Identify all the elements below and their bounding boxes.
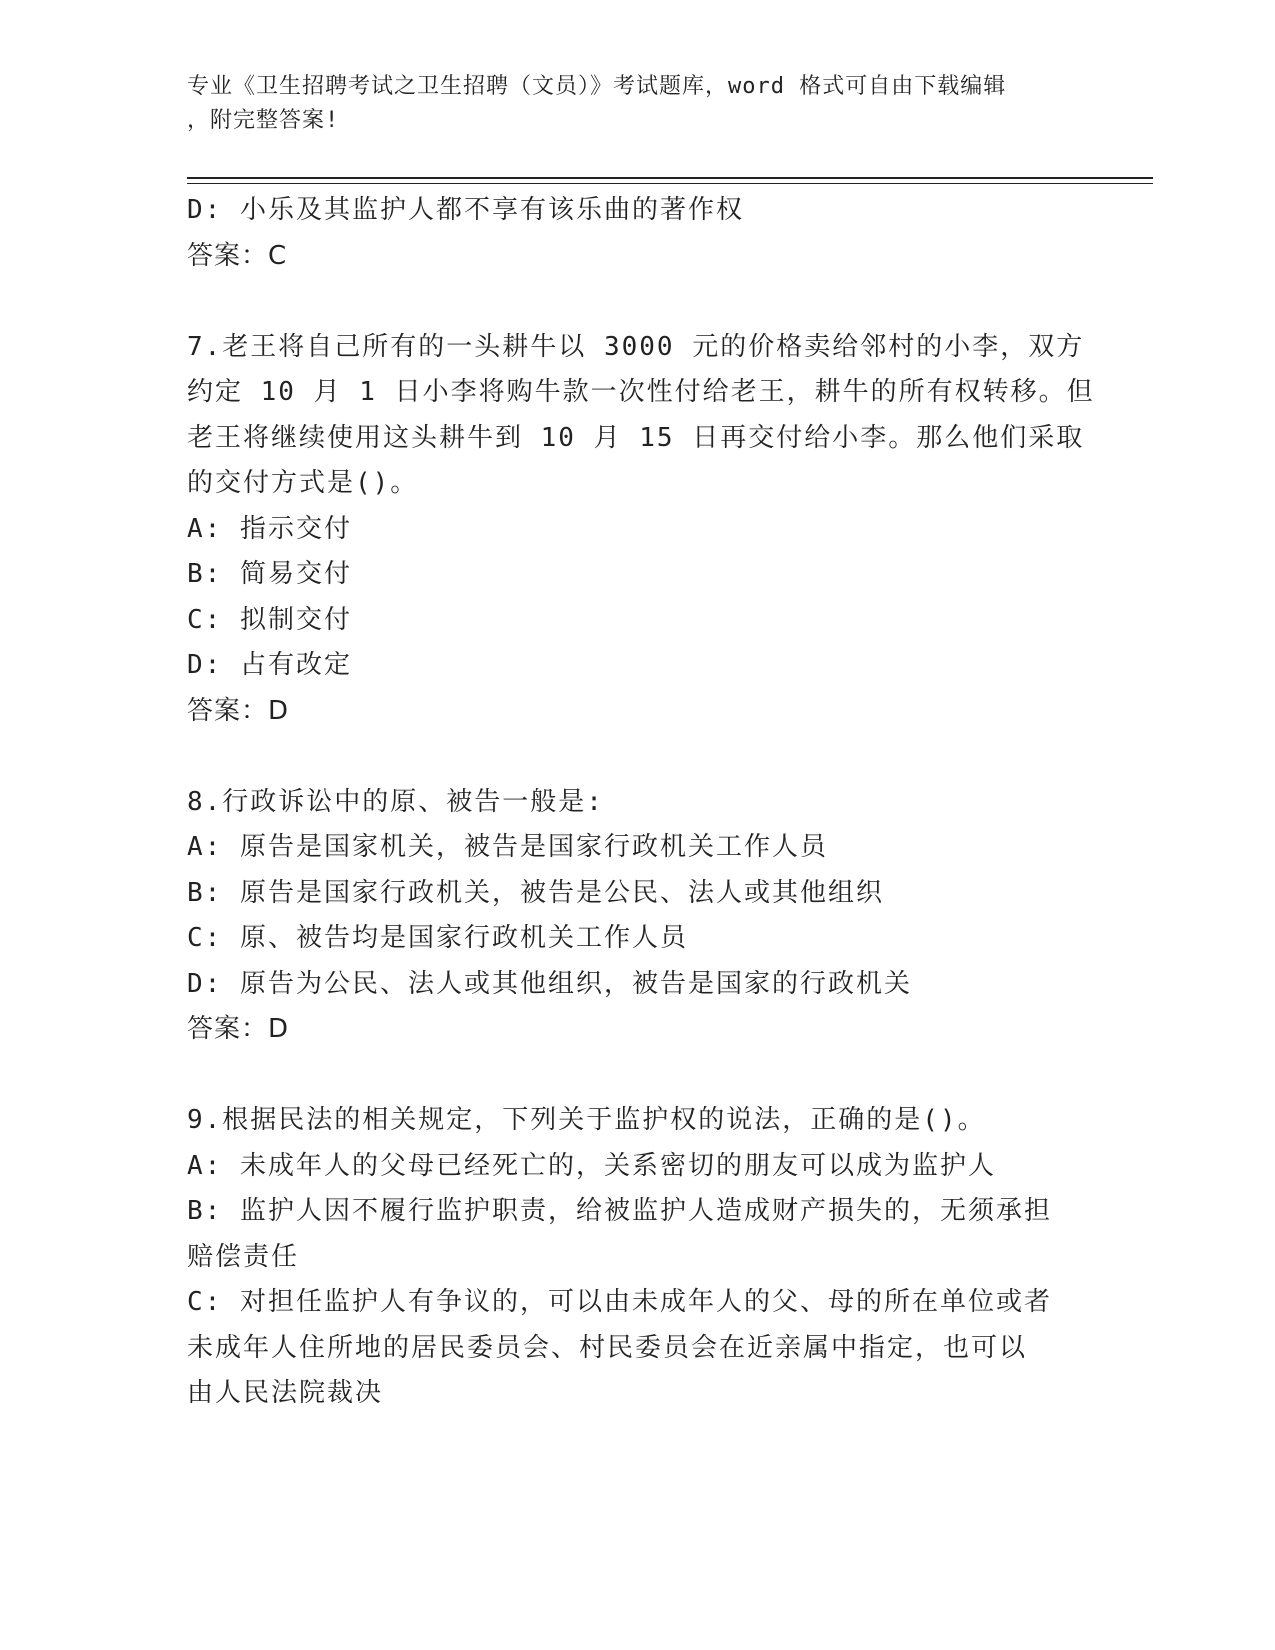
document-header (187, 70, 1067, 138)
question-8 (187, 780, 1067, 1053)
header-line-2: ，附完整答案! (187, 108, 340, 133)
option-d: D: 原告为公民、法人或其他组织，被告是国家的行政机关 (187, 968, 912, 999)
header-line-1: 专业《卫生招聘考试之卫生招聘（文员）》考试题库，word 格式可自由下载编辑 (187, 74, 1007, 99)
question-content (187, 188, 1095, 1417)
header-divider-thick (187, 177, 1153, 179)
option-c: C: 对担任监护人有争议的，可以由未成年人的父、母的所在单位或者 (187, 1287, 1052, 1317)
option-b: B: 原告是国家行政机关，被告是公民、法人或其他组织 (187, 877, 884, 908)
question-7 (187, 325, 1095, 735)
question-text-line: 老王将继续使用这头耕牛到 10 月 15 日再交付给小李。那么他们采取 (187, 422, 1085, 453)
option-a: A: 未成年人的父母已经死亡的，关系密切的朋友可以成为监护人 (187, 1150, 996, 1181)
question-text-line: 7.老王将自己所有的一头耕牛以 3000 元的价格卖给邻村的小李，双方 (187, 331, 1085, 362)
question-text-line: 8.行政诉讼中的原、被告一般是: (187, 786, 604, 817)
spacer (187, 1053, 1067, 1099)
question-9 (187, 1098, 1067, 1417)
question-text-line: 的交付方式是()。 (187, 468, 419, 498)
option-b-continued: 赔偿责任 (187, 1241, 300, 1272)
question-text-line: 9.根据民法的相关规定，下列关于监护权的说法，正确的是()。 (187, 1105, 986, 1135)
question-text-line: 约定 10 月 1 日小李将购牛款一次性付给老王，耕牛的所有权转移。但 (187, 377, 1095, 407)
option-c: C: 拟制交付 (187, 604, 352, 635)
option-b: B: 简易交付 (187, 559, 352, 589)
answer-line: 答案：C (187, 240, 288, 271)
option-c-continued: 未成年人住所地的居民委员会、村民委员会在近亲属中指定，也可以 (187, 1332, 1028, 1363)
answer-line: 答案：D (187, 1014, 290, 1044)
option-b: B: 监护人因不履行监护职责，给被监护人造成财产损失的，无须承担 (187, 1196, 1052, 1226)
option-c: C: 原、被告均是国家行政机关工作人员 (187, 923, 688, 953)
answer-line: 答案：D (187, 695, 290, 726)
previous-question (187, 188, 1067, 279)
option-d: D: 小乐及其监护人都不享有该乐曲的著作权 (187, 195, 744, 225)
spacer (187, 734, 1067, 780)
option-c-continued: 由人民法院裁决 (187, 1378, 384, 1408)
option-a: A: 指示交付 (187, 513, 352, 544)
option-a: A: 原告是国家机关，被告是国家行政机关工作人员 (187, 832, 828, 862)
spacer (187, 279, 1067, 325)
option-d: D: 占有改定 (187, 650, 352, 680)
header-divider-thin (187, 183, 1153, 184)
